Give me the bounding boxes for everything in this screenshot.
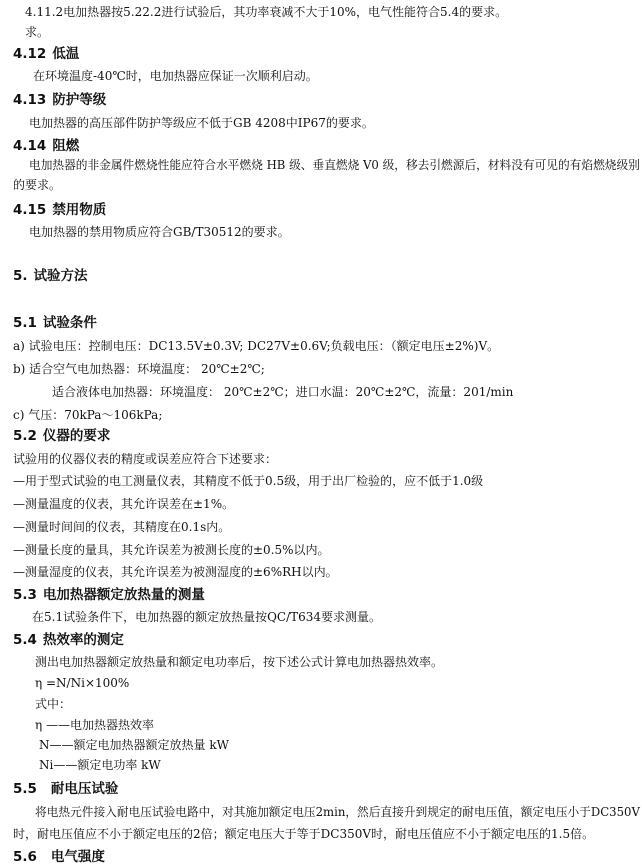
heading-5-5 [13,781,118,797]
heading-5-4 [13,632,124,648]
section-number: 4.13 [13,92,47,108]
section-number: 4.14 [13,138,47,154]
heading-4-13 [13,92,106,108]
section-number: 5. [13,268,28,284]
definition-item: Ni——额定电功率 kW [39,758,161,772]
list-item-c: c) 气压：70kPa～106kPa; [13,408,163,422]
section-title: 耐电压试验 [50,781,119,797]
section-title: 阻燃 [52,138,80,154]
list-item-a: a) 试验电压：控制电压：DC13.5V±0.3V; DC27V±0.6V;负载电压：（额定电压±2%)V。 [13,339,500,353]
paragraph: 电加热器的禁用物质应符合GB/T30512的要求。 [29,225,290,239]
heading-5-6 [13,849,105,865]
paragraph-line-1: 电加热器的非金属件燃烧性能应符合水平燃烧 HB 级、垂直燃烧 V0 级，移去引燃源后，材料没有可见的有焰燃烧级别 [29,158,640,172]
intro-line-2: 求。 [25,25,50,39]
list-item: —测量时间间的仪表，其精度在0.1s内。 [13,520,231,534]
list-item-b: b) 适合空气电加热器：环境温度： 20℃±2℃; [13,362,265,376]
section-title: 仪器的要求 [42,428,111,444]
paragraph: 测出电加热器额定放热量和额定电功率后，按下述公式计算电加热器热效率。 [35,655,444,669]
heading-5-2 [13,428,110,444]
paragraph-line-1: 将电热元件接入耐电压试验电路中，对其施加额定电压2min，然后直接升到规定的耐电压值，额定电压小于DC350V [35,805,640,819]
list-item: —测量温度的仪表，其允许误差在±1%。 [13,497,235,511]
section-title: 禁用物质 [52,202,107,218]
definition-item: η ——电加热器热效率 [35,718,155,732]
paragraph-line-2: 的要求。 [13,178,62,192]
section-number: 5.2 [13,428,37,444]
intro-line-1: 4.11.2电加热器按5.22.2进行试验后，其功率衰减不大于10%，电气性能符合5.4的要求。 [25,5,508,19]
section-title: 热效率的测定 [42,632,124,648]
section-number: 5.3 [13,587,37,603]
section-number: 4.12 [13,46,47,62]
section-title: 防护等级 [52,92,107,108]
paragraph: 在环境温度-40℃时，电加热器应保证一次顺利启动。 [33,69,318,83]
formula-where: 式中： [35,697,72,711]
section-number: 4.15 [13,202,47,218]
section-title: 电加热器额定放热量的测量 [42,587,205,603]
paragraph: 在5.1试验条件下，电加热器的额定放热量按QC/T634要求测量。 [32,610,382,624]
formula: η =N/Ni×100% [35,676,130,690]
paragraph-line-2: 时，耐电压值应不小于额定电压的2倍；额定电压大于等于DC350V时，耐电压值应不小于额定电压的1.5倍。 [13,827,595,841]
heading-5-3 [13,587,205,603]
heading-4-12 [13,46,79,62]
paragraph: 电加热器的高压部件防护等级应不低于GB 4208中IP67的要求。 [29,116,374,130]
heading-4-14 [13,138,79,154]
section-number: 5.1 [13,315,37,331]
section-title: 试验方法 [33,268,88,284]
heading-5 [13,268,88,284]
list-item: —测量长度的量具，其允许误差为被测长度的±0.5%以内。 [13,543,330,557]
definition-item: N——额定电加热器额定放热量 kW [39,738,229,752]
heading-4-15 [13,202,106,218]
section-title: 试验条件 [42,315,97,331]
paragraph: 试验用的仪器仪表的精度或误差应符合下述要求： [13,452,278,466]
list-item: —用于型式试验的电工测量仪表，其精度不低于0.5级，用于出厂检验的，应不低于1.0级 [13,474,484,488]
section-number: 5.4 [13,632,37,648]
section-title: 电气强度 [50,849,105,865]
list-item: —测量湿度的仪表，其允许误差为被测湿度的±6%RH以内。 [13,565,338,579]
section-number: 5.5 [13,781,37,797]
heading-5-1 [13,315,97,331]
section-title: 低温 [52,46,80,62]
list-item-b-cont: 适合液体电加热器：环境温度： 20℃±2℃；进口水温：20℃±2℃，流量：201/min [52,385,514,399]
section-number: 5.6 [13,849,37,865]
